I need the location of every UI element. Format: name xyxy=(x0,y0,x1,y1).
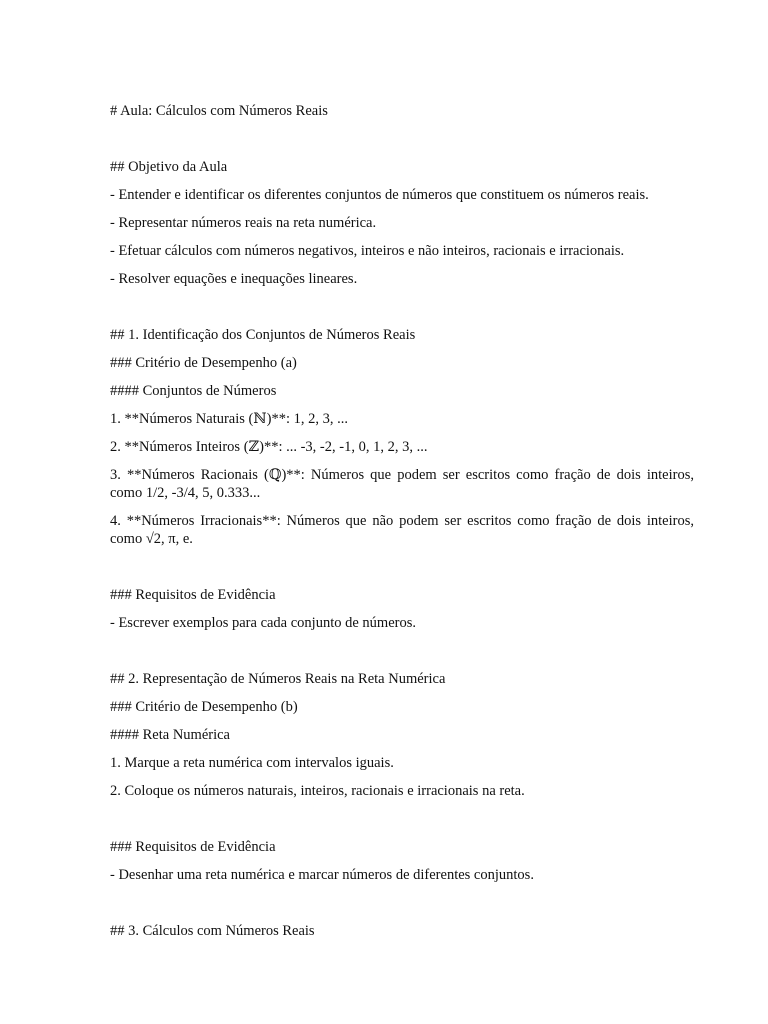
objective-item-2: - Representar números reais na reta numérica. xyxy=(110,215,377,231)
objective-item-4: - Resolver equações e inequações lineares. xyxy=(110,271,358,287)
section3-heading: ## 3. Cálculos com Números Reais xyxy=(110,923,315,939)
section1-evidence-heading: ### Requisitos de Evidência xyxy=(110,587,276,603)
section1-criterion: ### Critério de Desempenho (a) xyxy=(110,355,297,371)
number-line-step-2: 2. Coloque os números naturais, inteiros, racionais e irracionais na reta. xyxy=(110,783,525,799)
document-page xyxy=(110,100,694,940)
section2-subheading: #### Reta Numérica xyxy=(110,727,230,743)
number-set-item-2: 2. **Números Inteiros (ℤ)**: ... -3, -2, -1, 0, 1, 2, 3, ... xyxy=(110,439,428,455)
section2-evidence-heading: ### Requisitos de Evidência xyxy=(110,839,276,855)
section2-evidence-item: - Desenhar uma reta numérica e marcar números de diferentes conjuntos. xyxy=(110,867,534,883)
number-set-item-4: 4. **Números Irracionais**: Números que não podem ser escritos como fração de dois inteiros, como √2, π, e. xyxy=(110,513,694,547)
section1-subheading: #### Conjuntos de Números xyxy=(110,383,277,399)
section1-evidence-item: - Escrever exemplos para cada conjunto de números. xyxy=(110,615,416,631)
objective-item-1: - Entender e identificar os diferentes conjuntos de números que constituem os números reais. xyxy=(110,187,649,203)
document-title: # Aula: Cálculos com Números Reais xyxy=(110,103,328,119)
number-set-item-3: 3. **Números Racionais (ℚ)**: Números que podem ser escritos como fração de dois inteiros, como 1/2, -3/4, 5, 0.333... xyxy=(110,467,694,501)
objective-item-3: - Efetuar cálculos com números negativos, inteiros e não inteiros, racionais e irracionais. xyxy=(110,243,625,259)
section2-heading: ## 2. Representação de Números Reais na Reta Numérica xyxy=(110,671,446,687)
section2-criterion: ### Critério de Desempenho (b) xyxy=(110,699,298,715)
objective-heading: ## Objetivo da Aula xyxy=(110,159,228,175)
number-line-step-1: 1. Marque a reta numérica com intervalos iguais. xyxy=(110,755,394,771)
section1-heading: ## 1. Identificação dos Conjuntos de Números Reais xyxy=(110,327,416,343)
number-set-item-1: 1. **Números Naturais (ℕ)**: 1, 2, 3, ... xyxy=(110,411,348,427)
